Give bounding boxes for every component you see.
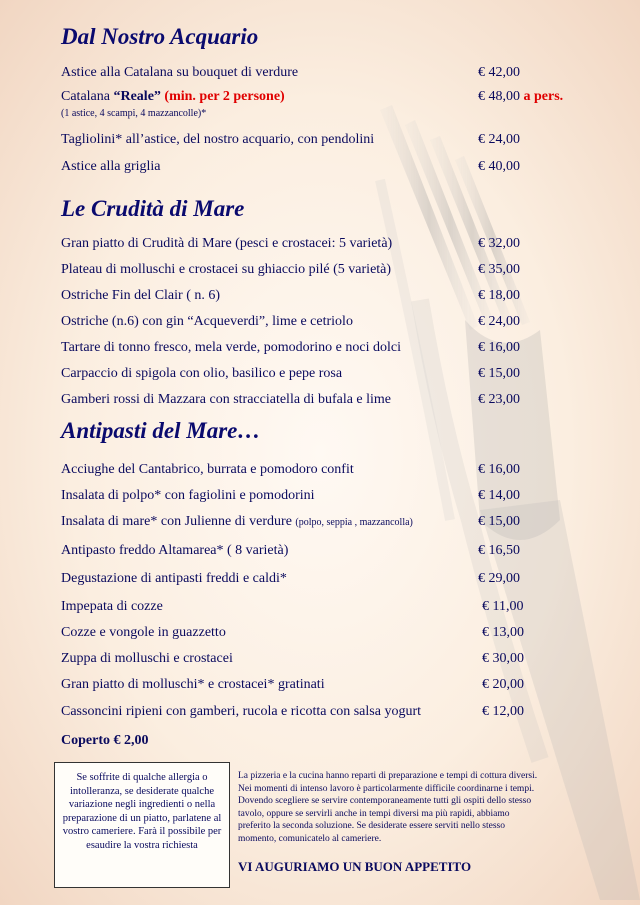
allergy-notice-box — [54, 762, 230, 888]
item-price: € 23,00 — [478, 392, 520, 407]
item-name: Ostriche (n.6) con gin “Acqueverdi”, lime e cetriolo — [61, 314, 353, 329]
item-name: Gran piatto di Crudità di Mare (pesci e crostacei: 5 varietà) — [61, 236, 393, 251]
item-name: Plateau di molluschi e crostacei su ghiaccio pilé (5 varietà) — [61, 262, 392, 277]
item-price: € 13,00 — [482, 625, 524, 640]
item-price: € 40,00 — [478, 159, 520, 174]
item-name: Tartare di tonno fresco, mela verde, pomodorino e noci dolci — [61, 340, 401, 355]
item-name: Astice alla griglia — [61, 159, 161, 174]
item-name: Insalata di mare* con Julienne di verdure — [61, 514, 296, 529]
item-note: (1 astice, 4 scampi, 4 mazzancolle)* — [61, 108, 207, 119]
item-detail: (polpo, seppia , mazzancolla) — [295, 517, 413, 528]
item-name: Ostriche Fin del Clair ( n. 6) — [61, 288, 221, 303]
item-price: € 30,00 — [482, 651, 524, 666]
item-name: Carpaccio di spigola con olio, basilico e pepe rosa — [61, 366, 343, 381]
item-price: € 24,00 — [478, 314, 520, 329]
price-suffix: a pers. — [520, 89, 564, 104]
item-price: € 29,00 — [478, 571, 520, 586]
item-price: € 18,00 — [478, 288, 520, 303]
item-name: Tagliolini* all’astice, del nostro acquario, con pendolini — [61, 132, 375, 147]
item-name: Acciughe del Cantabrico, burrata e pomodoro confit — [61, 462, 354, 477]
item-name: Gamberi rossi di Mazzara con stracciatella di bufala e lime — [61, 392, 392, 407]
item-price: € 24,00 — [478, 132, 520, 147]
item-name-bold: “Reale” — [113, 89, 161, 104]
closing-wish: VI AUGURIAMO UN BUON APPETITO — [238, 859, 472, 874]
item-name: Astice alla Catalana su bouquet di verdure — [61, 65, 299, 80]
item-min-note: (min. per 2 persone) — [160, 89, 285, 104]
item-price: € 15,00 — [478, 366, 520, 381]
item-name: Degustazione di antipasti freddi e caldi* — [61, 571, 287, 586]
item-price: € 42,00 — [478, 65, 520, 80]
item-name: Impepata di cozze — [61, 599, 163, 614]
item-price: € 16,00 — [478, 340, 520, 355]
item-price: € 11,00 — [482, 599, 524, 614]
section-title-crudita: Le Crudità di Mare — [61, 196, 245, 221]
item-price: € 32,00 — [478, 236, 520, 251]
item-name: Antipasto freddo Altamarea* ( 8 varietà) — [61, 543, 289, 558]
section-title-antipasti: Antipasti del Mare… — [61, 418, 261, 443]
item-name: Cozze e vongole in guazzetto — [61, 625, 226, 640]
item-name: Zuppa di molluschi e crostacei — [61, 651, 233, 666]
item-price: € 48,00 — [478, 89, 520, 104]
item-price: € 14,00 — [478, 488, 520, 503]
kitchen-timing-note: La pizzeria e la cucina hanno reparti di preparazione e tempi di cottura diversi. Nei momenti di intenso lavoro è particolarmente difficile coordinarne i tempi. Dovendo scegliere se servire contemporaneamente tutti gli ospiti dello stesso tavolo, oppure se servirli anche in tempi diversi ma più rapidi, abbiamo preferito la seconda soluzione. Se desiderate essere serviti nello stesso momento, comunicatelo al cameriere. — [238, 771, 538, 844]
item-name: Cassoncini ripieni con gamberi, rucola e ricotta con salsa yogurt — [61, 704, 422, 719]
item-name: Gran piatto di molluschi* e crostacei* gratinati — [61, 677, 325, 692]
item-price: € 16,50 — [478, 543, 520, 558]
item-price: € 15,00 — [478, 514, 520, 529]
section-title-acquario: Dal Nostro Acquario — [61, 24, 259, 49]
item-name: Insalata di polpo* con fagiolini e pomodorini — [61, 488, 315, 503]
item-price: € 12,00 — [482, 704, 524, 719]
item-price: € 35,00 — [478, 262, 520, 277]
item-price: € 16,00 — [478, 462, 520, 477]
item-name: Catalana — [61, 89, 114, 104]
cover-charge: Coperto € 2,00 — [61, 733, 149, 748]
item-price: € 20,00 — [482, 677, 524, 692]
allergy-notice-text: Se soffrite di qualche allergia o intolleranza, se desiderate qualche variazione negli ingredienti o nella preparazione di un piatto, parlatene al vostro cameriere. Farà il possibile per esaudire la vostra richiesta — [62, 772, 222, 851]
